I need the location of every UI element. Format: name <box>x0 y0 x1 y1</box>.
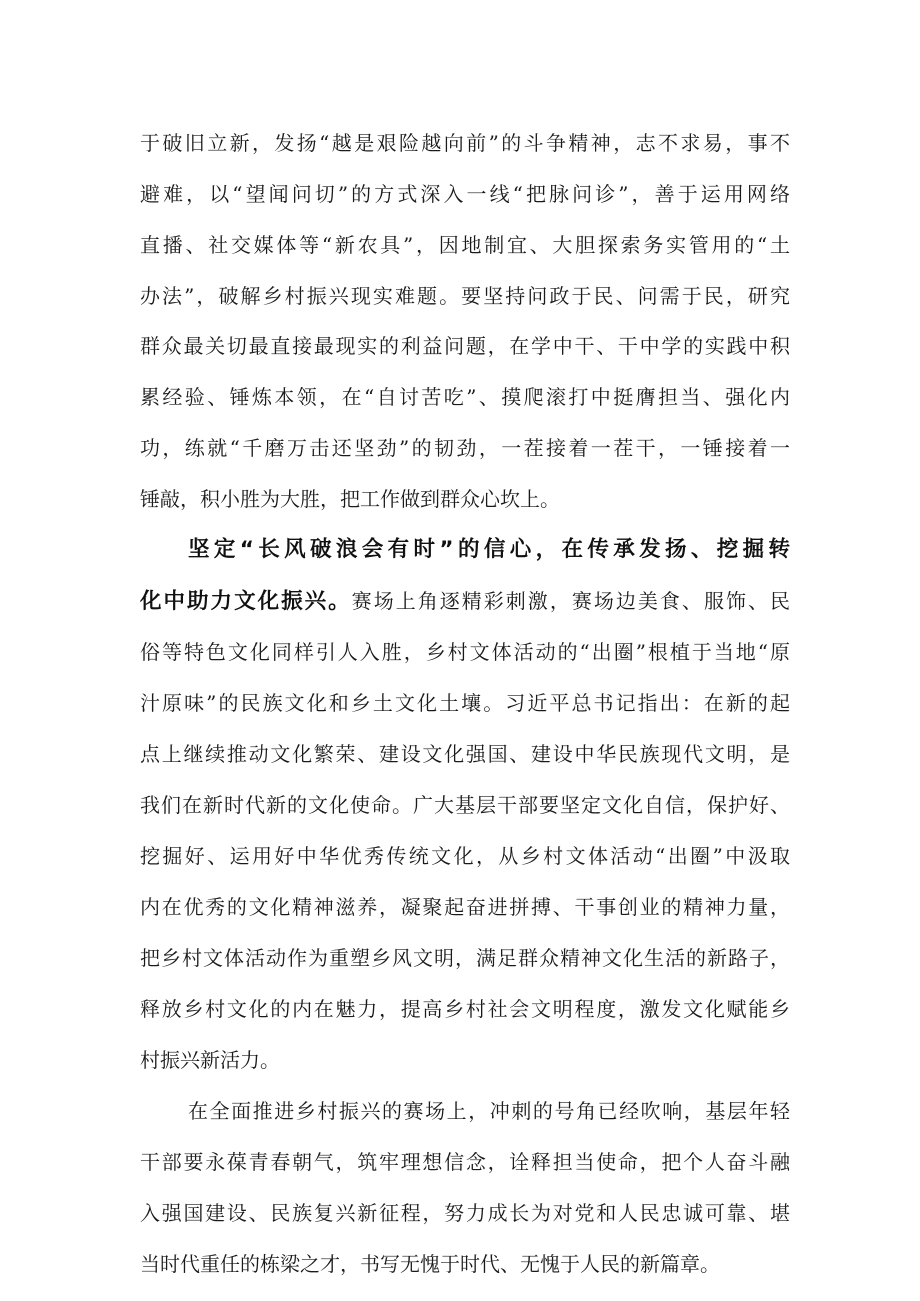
section-heading-end: 化中助力文化振兴。 <box>140 589 352 614</box>
section-heading: 坚定“长风破浪会有时”的信心，在传承发扬、挖掘转 <box>188 537 790 562</box>
paragraph-line: 在全面推进乡村振兴的赛场上，冲刺的号角已经吹响，基层年轻 <box>188 1099 790 1123</box>
paragraph-line: 避难，以“望闻问切”的方式深入一线“把脉问诊”，善于运用网络 <box>140 182 790 206</box>
paragraph-line: 群众最关切最直接最现实的利益问题，在学中干、干中学的实践中积 <box>140 334 790 358</box>
paragraph-line: 入强国建设、民族复兴新征程，努力成长为对党和人民忠诚可靠、堪 <box>140 1201 790 1225</box>
paragraph-line: 当时代重任的栋梁之才，书写无愧于时代、无愧于人民的新篇章。 <box>140 1252 720 1276</box>
paragraph-line: 功，练就“千磨万击还坚劲”的韧劲，一茬接着一茬干，一锤接着一 <box>140 436 790 460</box>
paragraph-text: 赛场上角逐精彩刺激，赛场边美食、服饰、民 <box>351 589 790 613</box>
paragraph-line: 内在优秀的文化精神滋养，凝聚起奋进拼搏、干事创业的精神力量， <box>140 895 790 919</box>
paragraph-line: 直播、社交媒体等“新农具”，因地制宜、大胆探索务实管用的“土 <box>140 233 790 257</box>
paragraph-line: 我们在新时代新的文化使命。广大基层干部要坚定文化自信，保护好、 <box>140 793 790 817</box>
heading-continuation-line <box>140 584 790 618</box>
paragraph-line: 汁原味”的民族文化和乡土文化土壤。习近平总书记指出：在新的起 <box>140 691 790 715</box>
paragraph-line: 办法”，破解乡村振兴现实难题。要坚持问政于民、问需于民，研究 <box>140 284 790 308</box>
paragraph-line: 于破旧立新，发扬“越是艰险越向前”的斗争精神，志不求易，事不 <box>140 131 790 155</box>
paragraph-line: 挖掘好、运用好中华优秀传统文化，从乡村文体活动“出圈”中汲取 <box>140 844 790 868</box>
paragraph-line: 释放乡村文化的内在魅力，提高乡村社会文明程度，激发文化赋能乡 <box>140 997 790 1021</box>
paragraph-line: 累经验、锤炼本领，在“自讨苦吃”、摸爬滚打中挺膺担当、强化内 <box>140 385 790 409</box>
paragraph-line: 把乡村文体活动作为重塑乡风文明，满足群众精神文化生活的新路子， <box>140 946 790 970</box>
paragraph-line: 村振兴新活力。 <box>140 1048 280 1072</box>
paragraph-line: 锤敲，积小胜为大胜，把工作做到群众心坎上。 <box>140 487 560 511</box>
paragraph-line: 干部要永葆青春朝气，筑牢理想信念，诠释担当使命，把个人奋斗融 <box>140 1150 790 1174</box>
paragraph-line: 俗等特色文化同样引人入胜，乡村文体活动的“出圈”根植于当地“原 <box>140 640 790 664</box>
paragraph-line: 点上继续推动文化繁荣、建设文化强国、建设中华民族现代文明，是 <box>140 742 790 766</box>
